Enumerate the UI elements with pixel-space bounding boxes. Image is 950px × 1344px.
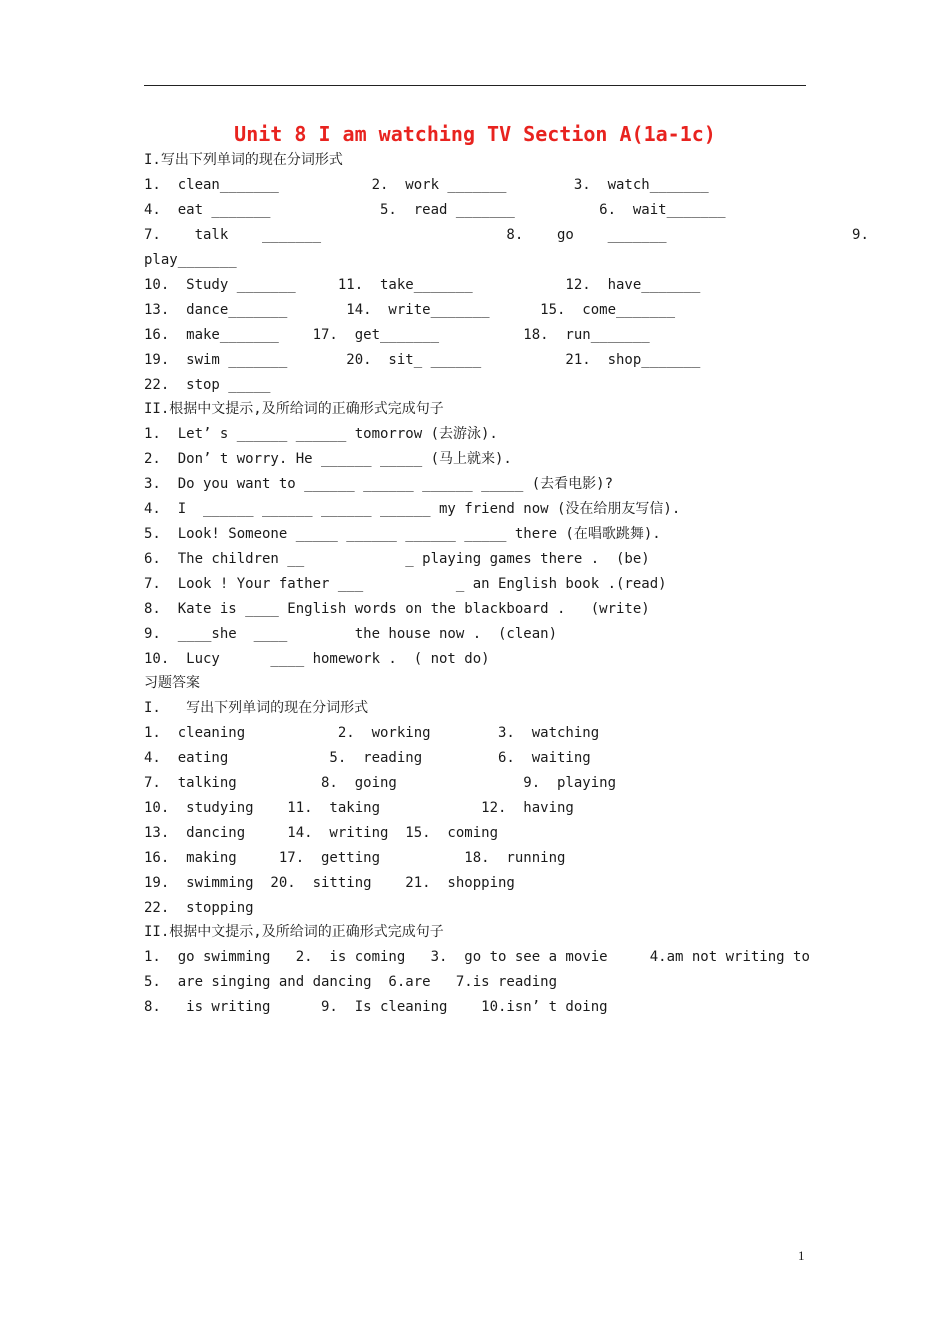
text-line: 8. Kate is ____ English words on the blackboard . (write) [144, 601, 650, 617]
text-line: 1. cleaning 2. working 3. watching [144, 725, 600, 741]
text-line: 6. The children __ _ playing games there . (be) [144, 551, 650, 567]
text-line: 10. Study _______ 11. take_______ 12. have_______ [144, 277, 701, 293]
section-heading: II.根据中文提示,及所给词的正确形式完成句子 [144, 401, 444, 417]
text-line: 4. I ______ ______ ______ ______ my friend now (没在给朋友写信). [144, 501, 681, 517]
text-line: 10. studying 11. taking 12. having [144, 800, 574, 816]
text-line: 5. are singing and dancing 6.are 7.is reading [144, 974, 558, 990]
text-line: 13. dancing 14. writing 15. coming [144, 825, 499, 841]
text-line: 4. eat _______ 5. read _______ 6. wait_______ [144, 202, 726, 218]
text-line: 1. clean_______ 2. work _______ 3. watch_______ [144, 177, 709, 193]
text-line: 7. talk _______ 8. go _______ 9. [144, 227, 869, 243]
text-line: 7. Look ! Your father ___ _ an English book .(read) [144, 576, 667, 592]
text-line: 1. Let’ s ______ ______ tomorrow (去游泳). [144, 426, 498, 442]
text-line: 22. stopping [144, 900, 254, 916]
text-line: 4. eating 5. reading 6. waiting [144, 750, 591, 766]
section-heading: I. 写出下列单词的现在分词形式 [144, 700, 369, 716]
text-line: 16. make_______ 17. get_______ 18. run_______ [144, 327, 650, 343]
page-title: Unit 8 I am watching TV Section A(1a-1c) [234, 122, 716, 146]
section-heading: 习题答案 [144, 675, 200, 691]
page-number: 1 [798, 1248, 805, 1263]
text-line: play_______ [144, 252, 237, 268]
section-heading: II.根据中文提示,及所给词的正确形式完成句子 [144, 924, 444, 940]
text-line: 19. swim _______ 20. sit_ ______ 21. shop_______ [144, 352, 701, 368]
text-line: 7. talking 8. going 9. playing [144, 775, 617, 791]
text-line: 19. swimming 20. sitting 21. shopping [144, 875, 515, 891]
text-line: 2. Don’ t worry. He ______ _____ (马上就来). [144, 451, 512, 467]
text-line: 3. Do you want to ______ ______ ______ _____ (去看电影)? [144, 476, 614, 492]
text-line: 10. Lucy ____ homework . ( not do) [144, 651, 490, 667]
text-line: 8. is writing 9. Is cleaning 10.isn’ t doing [144, 999, 608, 1015]
text-line: I.写出下列单词的现在分词形式 [144, 152, 343, 168]
header-rule [144, 85, 806, 86]
text-line: 9. ____she ____ the house now . (clean) [144, 626, 558, 642]
text-line: 22. stop _____ [144, 377, 271, 393]
text-line: 5. Look! Someone _____ ______ ______ _____ there (在唱歌跳舞). [144, 526, 661, 542]
text-line: 16. making 17. getting 18. running [144, 850, 566, 866]
text-line: 1. go swimming 2. is coming 3. go to see a movie 4.am not writing to [144, 949, 810, 965]
text-line: 13. dance_______ 14. write_______ 15. come_______ [144, 302, 676, 318]
